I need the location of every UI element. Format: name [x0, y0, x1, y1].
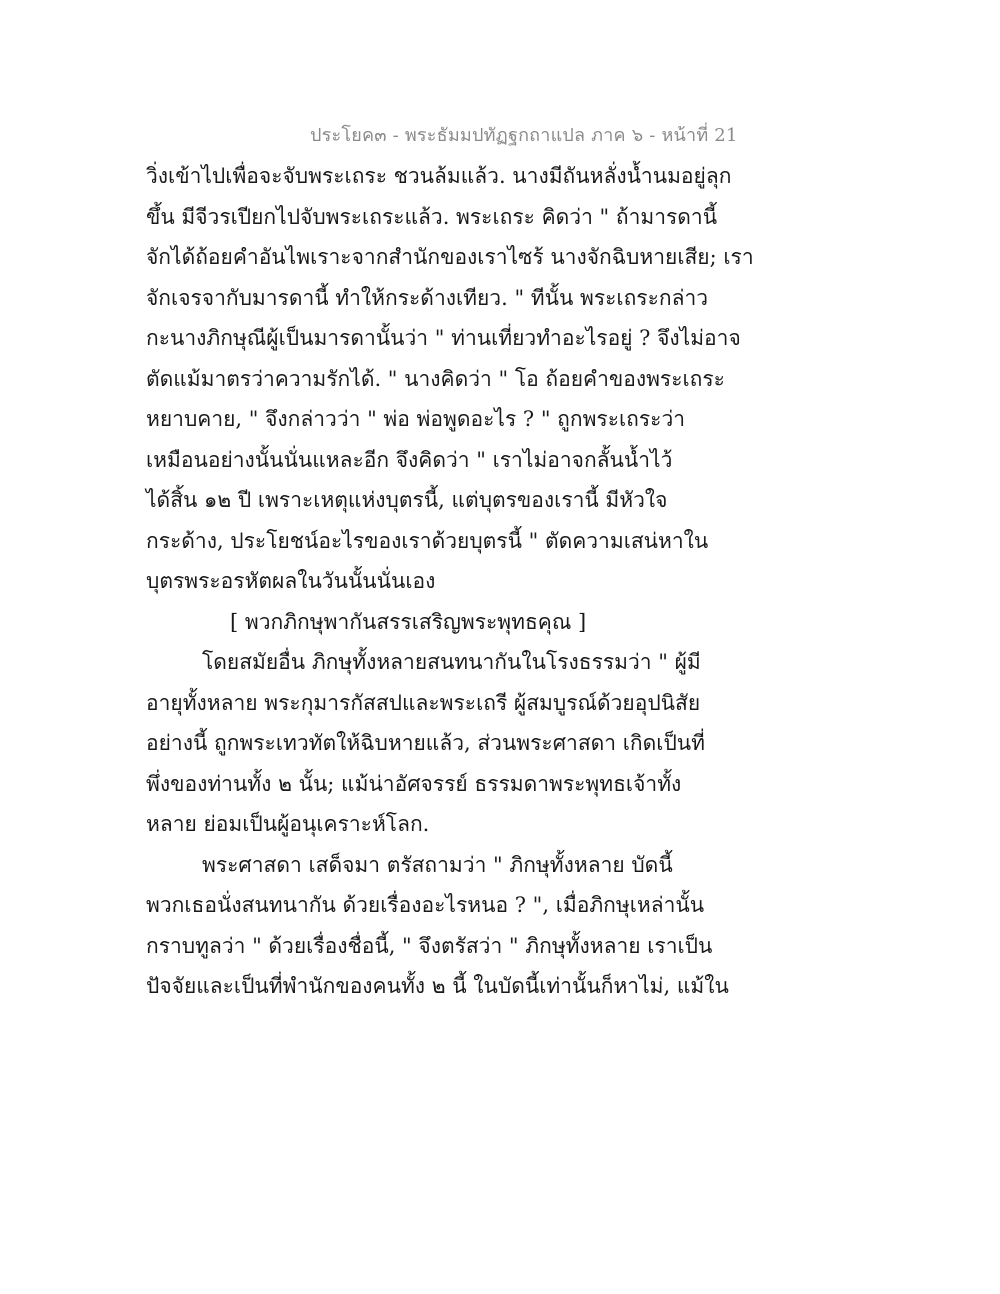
- text-line: วิ่งเข้าไปเพื่อจะจับพระเถระ ชวนล้มแล้ว. นางมีถันหลั่งน้ำนมอยู่ลุก: [146, 164, 732, 188]
- text-line: หลาย ย่อมเป็นผู้อนุเคราะห์โลก.: [146, 812, 430, 836]
- text-line: พึ่งของท่านทั้ง ๒ นั้น; แม้น่าอัศจรรย์ ธรรมดาพระพุทธเจ้าทั้ง: [146, 771, 682, 796]
- section-heading: [ พวกภิกษุพากันสรรเสริญพระพุทธคุณ ]: [230, 609, 587, 634]
- text-line: กะนางภิกษุณีผู้เป็นมารดานั้นว่า " ท่านเที่ยวทำอะไรอยู่ ? จึงไม่อาจ: [146, 326, 741, 350]
- text-line: จักเจรจากับมารดานี้ ทำให้กระด้างเทียว. " ทีนั้น พระเถระกล่าว: [146, 285, 709, 310]
- text-line: บุตรพระอรหัตผลในวันนั้นนั่นเอง: [146, 569, 436, 593]
- text-line: พระศาสดา เสด็จมา ตรัสถามว่า " ภิกษุทั้งหลาย บัดนี้: [202, 852, 673, 877]
- text-line: กราบทูลว่า " ด้วยเรื่องชื่อนี้, " จึงตรัสว่า " ภิกษุทั้งหลาย เราเป็น: [146, 933, 713, 958]
- page-header: ประโยค๓ - พระธัมมปทัฏฐกถาแปล ภาค ๖ - หน้าที่ 21: [310, 125, 738, 146]
- body-text: [146, 156, 754, 1007]
- text-line: กระด้าง, ประโยชน์อะไรของเราด้วยบุตรนี้ " ตัดความเสน่หาใน: [146, 528, 709, 553]
- text-line: ปัจจัยและเป็นที่พำนักของคนทั้ง ๒ นี้ ในบัดนี้เท่านั้นก็หาไม่, แม้ใน: [146, 974, 729, 998]
- text-line: จักได้ถ้อยคำอันไพเราะจากสำนักของเราไซร้ นางจักฉิบหายเสีย; เรา: [146, 245, 754, 269]
- text-line: ตัดแม้มาตรว่าความรักได้. " นางคิดว่า " โอ ถ้อยคำของพระเถระ: [146, 366, 725, 391]
- text-line: ขึ้น มีจีวรเปียกไปจับพระเถระแล้ว. พระเถระ คิดว่า " ถ้ามารดานี้: [146, 204, 718, 229]
- text-line: อายุทั้งหลาย พระกุมารกัสสปและพระเถรี ผู้สมบูรณ์ด้วยอุปนิสัย: [146, 690, 701, 715]
- text-line: พวกเธอนั่งสนทนากัน ด้วยเรื่องอะไรหนอ ? ", เมื่อภิกษุเหล่านั้น: [146, 893, 705, 917]
- text-line: เหมือนอย่างนั้นนั่นแหละอีก จึงคิดว่า " เราไม่อาจกลั้นน้ำไว้: [146, 447, 673, 472]
- text-line: หยาบคาย, " จึงกล่าวว่า " พ่อ พ่อพูดอะไร ? " ถูกพระเถระว่า: [146, 407, 686, 431]
- text-line: โดยสมัยอื่น ภิกษุทั้งหลายสนทนากันในโรงธรรมว่า " ผู้มี: [202, 650, 701, 674]
- text-line: ได้สิ้น ๑๒ ปี เพราะเหตุแห่งบุตรนี้, แต่บุตรของเรานี้ มีหัวใจ: [146, 488, 668, 512]
- text-line: อย่างนี้ ถูกพระเทวทัตให้ฉิบหายแล้ว, ส่วนพระศาสดา เกิดเป็นที่: [146, 731, 705, 755]
